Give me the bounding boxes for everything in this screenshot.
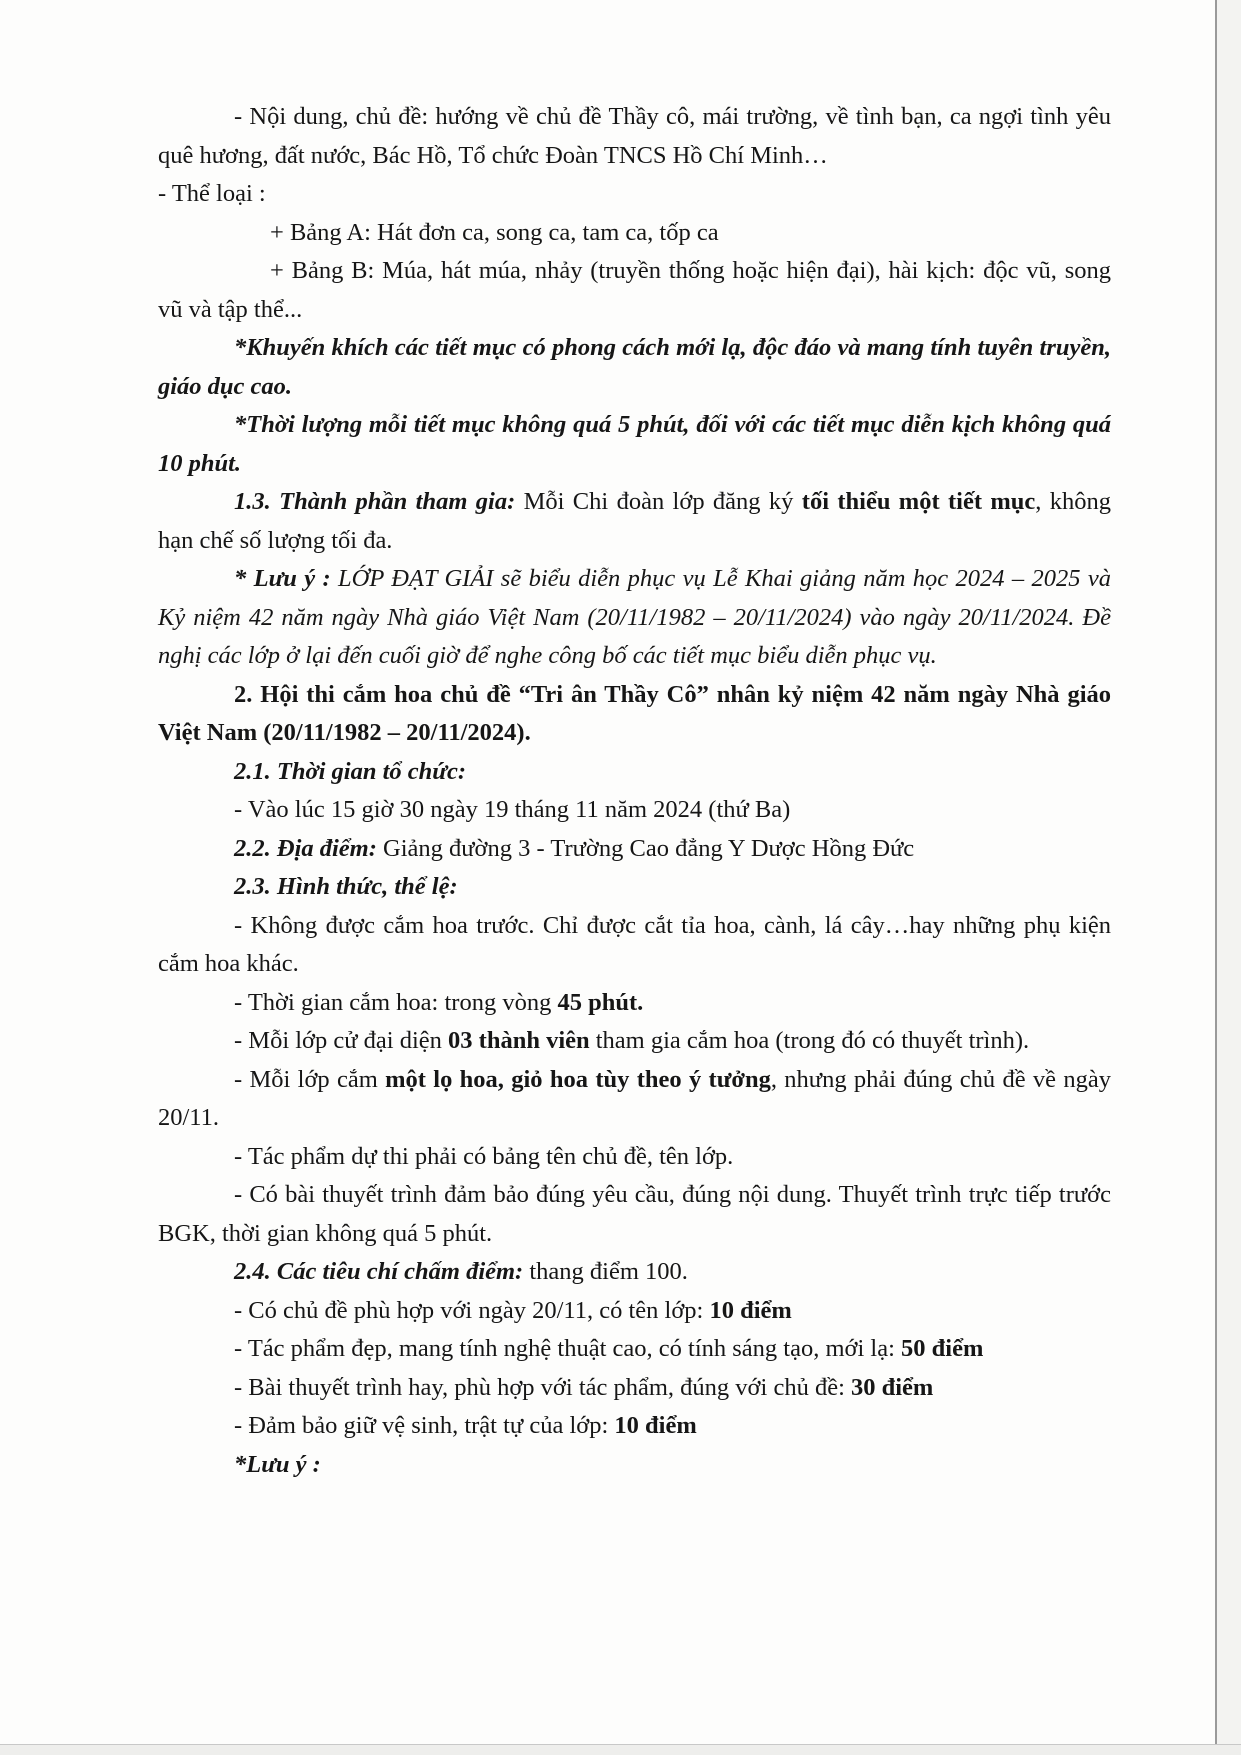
text-run: + Bảng B: Múa, hát múa, nhảy (truyền thống hoặc hiện đại), hài kịch: độc vũ, song vũ và tập thể... [158, 257, 1111, 323]
criterion-item [158, 1330, 1111, 1369]
document-body [158, 98, 1111, 1484]
criterion-item [158, 1292, 1111, 1331]
text-run: - Nội dung, chủ đề: hướng về chủ đề Thầy cô, mái trường, về tình bạn, ca ngợi tình yêu quê hương, đất nước, Bác Hồ, Tổ chức Đoàn TNCS Hồ Chí Minh… [158, 103, 1111, 169]
text-run: - Có chủ đề phù hợp với ngày 20/11, có tên lớp: [234, 1296, 710, 1324]
page-bottom-edge [0, 1744, 1241, 1755]
rule-paragraph [158, 907, 1111, 984]
text-run: - Mỗi lớp cử đại diện [234, 1027, 449, 1054]
text-run: *Thời lượng mỗi tiết mục không quá 5 phút, đối với các tiết mục diễn kịch không quá 10 phút. [158, 411, 1111, 477]
page-edge [1215, 0, 1241, 1755]
score-value: 50 điểm [901, 1335, 984, 1362]
section-2-3-heading [158, 868, 1111, 907]
text-run: - Không được cắm hoa trước. Chỉ được cắt tỉa hoa, cành, lá cây…hay những phụ kiện cắm hoa khác. [158, 911, 1111, 977]
text-run: *Khuyến khích các tiết mục có phong cách mới lạ, độc đáo và mang tính tuyên truyền, giáo dục cao. [158, 334, 1111, 400]
group-a-item [158, 214, 1111, 253]
text-run: 2.1. Thời gian tổ chức: [234, 757, 466, 785]
text-run: - Mỗi lớp cắm [234, 1065, 386, 1093]
criterion-item [158, 1369, 1111, 1408]
text-run: Giảng đường 3 - Trường Cao đẳng Y Dược Hồng Đức [376, 834, 915, 862]
text-run: tham gia cắm hoa (trong đó có thuyết trình). [589, 1027, 1030, 1054]
note-label: * Lưu ý : [234, 565, 339, 592]
text-run-bold: 03 thành viên [448, 1027, 590, 1054]
text-run: , không hạn chế số lượng tối đa. [158, 488, 1111, 554]
text-run-bold: 45 phút. [557, 988, 644, 1016]
section-label: 2.2. Địa điểm: [234, 834, 377, 862]
score-value: 30 điểm [851, 1373, 934, 1401]
text-run: 2.3. Hình thức, thể lệ: [234, 873, 458, 900]
text-run: - Đảm bảo giữ vệ sinh, trật tự của lớp: [234, 1412, 615, 1439]
text-run: , nhưng phải đúng chủ đề về ngày 20/11. [158, 1065, 1111, 1131]
encouragement-note [158, 329, 1111, 406]
criteria-heading [158, 1253, 1111, 1292]
section-label: 2.4. Các tiêu chí chấm điểm: [234, 1258, 524, 1285]
location-paragraph [158, 830, 1111, 869]
text-run: - Có bài thuyết trình đảm bảo đúng yêu cầu, đúng nội dung. Thuyết trình trực tiếp trước BGK, thời gian không quá 5 phút. [158, 1181, 1111, 1247]
score-value: 10 điểm [614, 1412, 697, 1439]
text-run: - Bài thuyết trình hay, phù hợp với tác phẩm, đúng với chủ đề: [234, 1373, 851, 1401]
rule-paragraph [158, 1138, 1111, 1177]
duration-note [158, 406, 1111, 483]
text-run: 2. Hội thi cắm hoa chủ đề “Tri ân Thầy Cô” nhân kỷ niệm 42 năm ngày Nhà giáo Việt Nam (20/11/1982 – 20/11/2024). [158, 680, 1111, 746]
group-b-item [158, 252, 1111, 329]
time-paragraph [158, 791, 1111, 830]
text-run: - Vào lúc 15 giờ 30 ngày 19 tháng 11 năm 2024 (thứ Ba) [234, 796, 791, 823]
note-paragraph [158, 560, 1111, 676]
text-run: - Thời gian cắm hoa: trong vòng [234, 988, 558, 1016]
participants-paragraph [158, 483, 1111, 560]
text-run-bold: một lọ hoa, giỏ hoa tùy theo ý tưởng [385, 1065, 771, 1093]
rule-paragraph [158, 1176, 1111, 1253]
score-value: 10 điểm [709, 1296, 792, 1324]
text-run: *Lưu ý : [234, 1450, 321, 1478]
text-run: - Thể loại : [158, 180, 266, 207]
text-run: + Bảng A: Hát đơn ca, song ca, tam ca, tốp ca [270, 218, 719, 246]
genre-heading [158, 175, 1111, 214]
section-2-heading [158, 676, 1111, 753]
text-run: thang điểm 100. [523, 1258, 688, 1285]
text-run-bold: tối thiểu một tiết mục [801, 488, 1036, 515]
text-run: - Tác phẩm dự thi phải có bảng tên chủ đề, tên lớp. [234, 1142, 734, 1170]
section-label: 1.3. Thành phần tham gia: [234, 488, 516, 515]
rule-paragraph [158, 984, 1111, 1023]
text-run: Mỗi Chi đoàn lớp đăng ký [515, 488, 802, 515]
rule-paragraph [158, 1022, 1111, 1061]
text-run: LỚP ĐẠT GIẢI sẽ biểu diễn phục vụ Lễ Khai giảng năm học 2024 – 2025 và Kỷ niệm 42 năm ngày Nhà giáo Việt Nam (20/11/1982 – 20/11/2024) vào ngày 20/11/2024. Đề nghị các lớp ở lại đến cuối giờ để nghe công bố các tiết mục biểu diễn phục vụ. [158, 565, 1111, 669]
criterion-item [158, 1407, 1111, 1446]
section-2-1-heading [158, 753, 1111, 792]
content-topic-paragraph [158, 98, 1111, 175]
rule-paragraph [158, 1061, 1111, 1138]
note-heading [158, 1446, 1111, 1485]
text-run: - Tác phẩm đẹp, mang tính nghệ thuật cao, có tính sáng tạo, mới lạ: [234, 1335, 902, 1362]
